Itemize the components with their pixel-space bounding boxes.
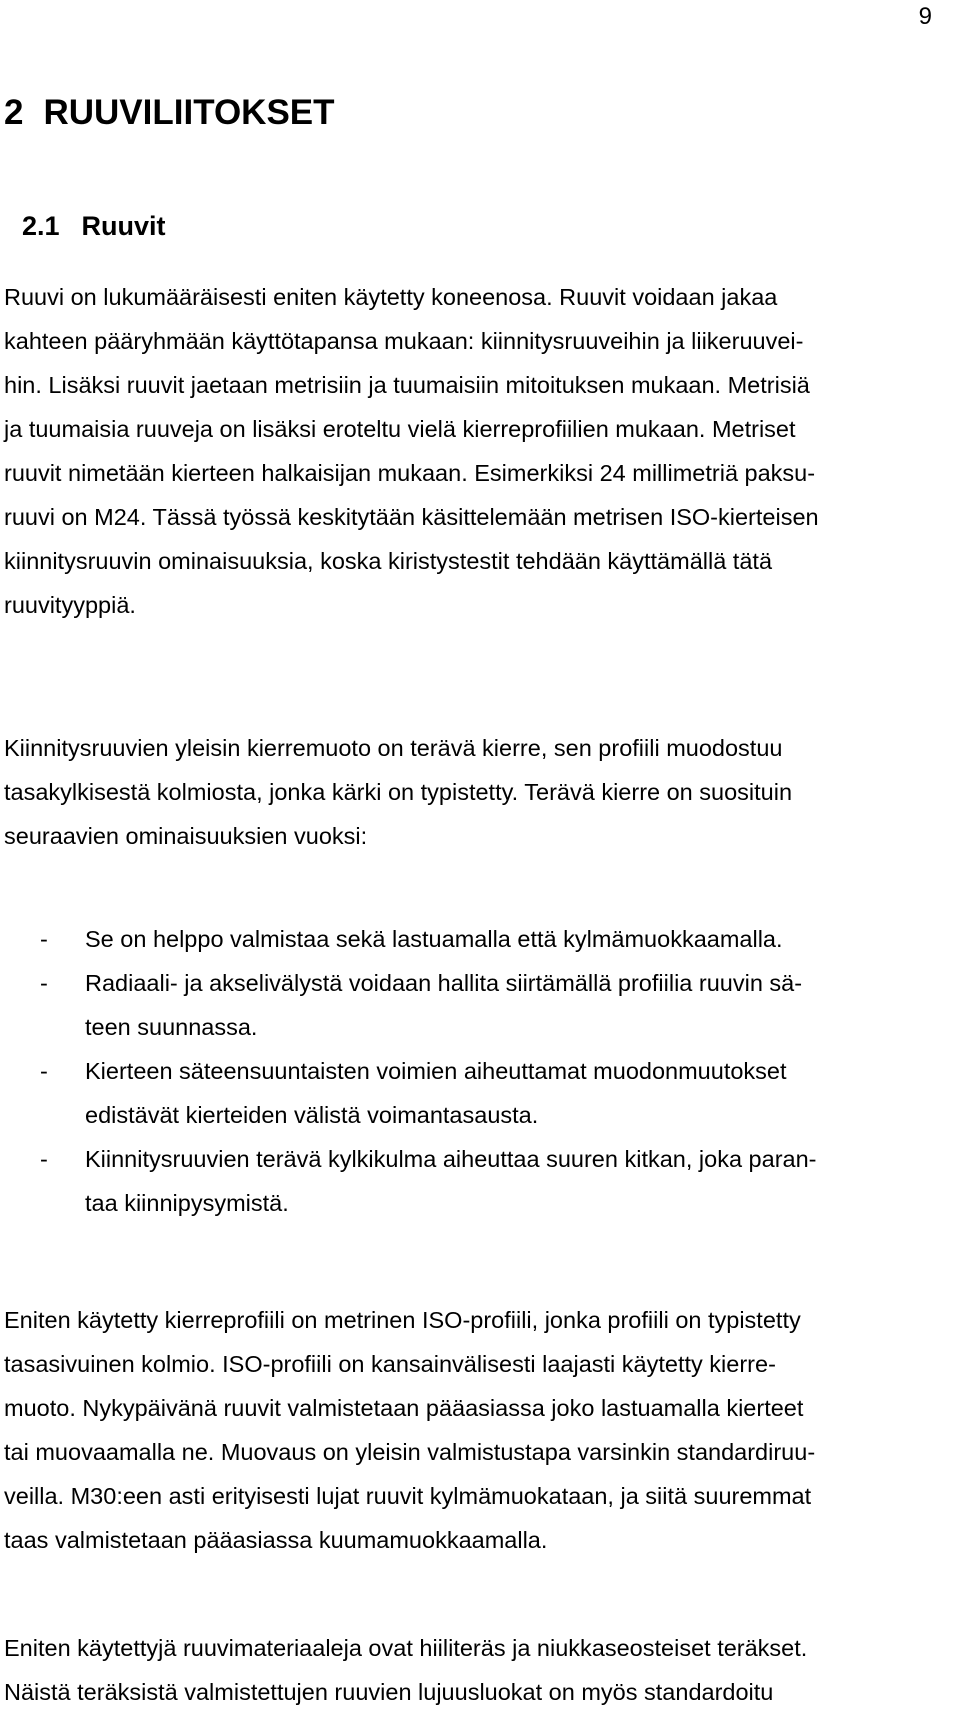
paragraph-iso-profile (4, 1298, 815, 1562)
text-line: seuraavien ominaisuuksien vuoksi: (4, 823, 368, 849)
bullet-list (4, 917, 816, 1225)
text-line: Ruuvi on lukumääräisesti eniten käytetty koneenosa. Ruuvit voidaan jakaa (4, 284, 778, 310)
list-item-text: Kiinnitysruuvien terävä kylkikulma aiheuttaa suuren kitkan, joka paran- (85, 1146, 817, 1172)
chapter-title: RUUVILIITOKSET (43, 93, 335, 132)
list-item-text: edistävät kierteiden välistä voimantasausta. (85, 1102, 539, 1128)
text-line: Eniten käytetty kierreprofiili on metrinen ISO-profiili, jonka profiili on typistetty (4, 1307, 801, 1333)
text-line: Eniten käytettyjä ruuvimateriaaleja ovat hiiliteräs ja niukkaseosteiset teräkset. (4, 1635, 808, 1661)
list-item (4, 1049, 816, 1137)
text-line: ruuvi on M24. Tässä työssä keskitytään käsittelemään metrisen ISO-kierteisen (4, 504, 819, 530)
chapter-heading (4, 92, 335, 134)
text-line: tasasivuinen kolmio. ISO-profiili on kansainvälisesti laajasti käytetty kierre- (4, 1351, 776, 1377)
section-heading (22, 209, 166, 243)
list-item-text: Radiaali- ja akselivälystä voidaan hallita siirtämällä profiilia ruuvin sä- (85, 970, 803, 996)
bullet-dash: - (40, 1058, 48, 1084)
text-line: Kiinnitysruuvien yleisin kierremuoto on terävä kierre, sen profiili muodostuu (4, 735, 783, 761)
text-line: tasakylkisestä kolmiosta, jonka kärki on typistetty. Terävä kierre on suosituin (4, 779, 793, 805)
text-line: ruuvit nimetään kierteen halkaisijan mukaan. Esimerkiksi 24 millimetriä paksu- (4, 460, 816, 486)
list-item-text: Se on helppo valmistaa sekä lastuamalla että kylmämuokkaamalla. (85, 926, 783, 952)
text-line: muoto. Nykypäivänä ruuvit valmistetaan pääasiassa joko lastuamalla kierteet (4, 1395, 804, 1421)
paragraph-thread-form (4, 726, 792, 858)
list-item (4, 917, 816, 961)
text-line: taas valmistetaan pääasiassa kuumamuokkaamalla. (4, 1527, 548, 1553)
text-line: Näistä teräksistä valmistettujen ruuvien lujuusluokat on myös standardoitu (4, 1679, 774, 1705)
section-number: 2.1 (22, 211, 60, 241)
text-line: tai muovaamalla ne. Muovaus on yleisin valmistustapa varsinkin standardiruu- (4, 1439, 816, 1465)
chapter-number: 2 (4, 93, 24, 132)
list-item (4, 961, 816, 1049)
text-line: ruuvityyppiä. (4, 592, 136, 618)
text-line: kahteen pääryhmään käyttötapansa mukaan: kiinnitysruuveihin ja liikeruuvei- (4, 328, 804, 354)
paragraph-materials (4, 1626, 807, 1714)
text-line: veilla. M30:een asti erityisesti lujat ruuvit kylmämuokataan, ja siitä suuremmat (4, 1483, 812, 1509)
list-item (4, 1137, 816, 1225)
bullet-dash: - (40, 1146, 48, 1172)
text-line: hin. Lisäksi ruuvit jaetaan metrisiin ja tuumaisiin mitoituksen mukaan. Metrisiä (4, 372, 810, 398)
paragraph-screw-classification (4, 275, 819, 627)
bullet-dash: - (40, 926, 48, 952)
list-item-text: taa kiinnipysymistä. (85, 1190, 289, 1216)
text-line: ja tuumaisia ruuveja on lisäksi eroteltu vielä kierreprofiilien mukaan. Metriset (4, 416, 796, 442)
section-title: Ruuvit (81, 211, 166, 241)
page-number: 9 (918, 3, 932, 30)
list-item-text: Kierteen säteensuuntaisten voimien aiheuttamat muodonmuutokset (85, 1058, 787, 1084)
text-line: kiinnitysruuvin ominaisuuksia, koska kiristystestit tehdään käyttämällä tätä (4, 548, 773, 574)
list-item-text: teen suunnassa. (85, 1014, 258, 1040)
bullet-dash: - (40, 970, 48, 996)
